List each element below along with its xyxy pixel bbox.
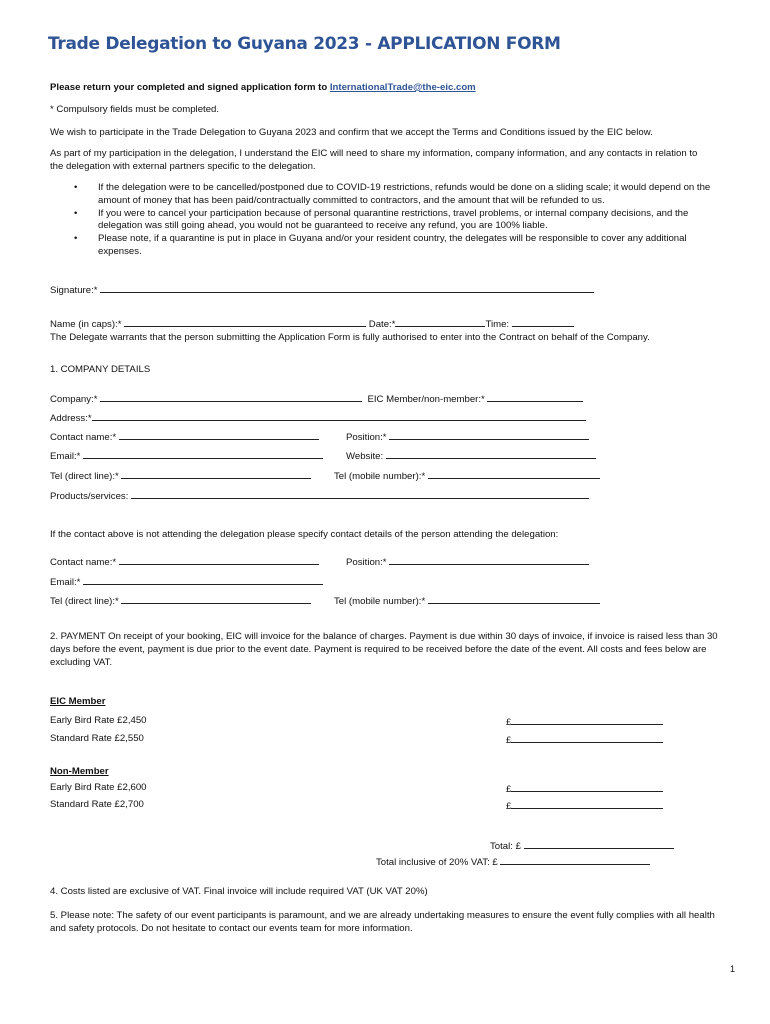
signature-label: Signature:* bbox=[50, 285, 98, 296]
name-caps-field[interactable] bbox=[124, 317, 366, 327]
products-label: Products/services: bbox=[50, 491, 129, 502]
bullet-item bbox=[50, 208, 722, 234]
alt-tel-direct-row bbox=[50, 594, 311, 609]
eic-member-field[interactable] bbox=[487, 392, 583, 402]
position-label: Position:* bbox=[346, 432, 387, 443]
address-field[interactable] bbox=[92, 411, 586, 421]
warrant-text: The Delegate warrants that the person submitting the Application Form is fully authorised to enter into the Contract on behalf of the Company. bbox=[50, 332, 650, 343]
website-field[interactable] bbox=[386, 449, 596, 459]
bullet-text: Please note, if a quarantine is put in place in Guyana and/or your resident country, the delegates will be responsible to cover any additional expenses. bbox=[98, 233, 687, 257]
total-vat-field[interactable] bbox=[500, 855, 650, 865]
position-field[interactable] bbox=[389, 430, 589, 440]
intro-text: We wish to participate in the Trade Delegation to Guyana 2023 and confirm that we accept the Terms and Conditions issued by the EIC below. bbox=[50, 127, 653, 138]
time-label: Time: bbox=[485, 319, 510, 330]
non-early-amount-row bbox=[506, 782, 663, 797]
non-standard-rate: Standard Rate £2,700 bbox=[50, 799, 144, 810]
alt-tel-direct-label: Tel (direct line):* bbox=[50, 596, 119, 607]
products-row bbox=[50, 489, 589, 504]
company-row bbox=[50, 392, 583, 407]
page-number: 1 bbox=[730, 964, 736, 974]
total-vat-row bbox=[376, 855, 650, 870]
contact-row bbox=[50, 430, 319, 445]
alt-tel-mobile-row bbox=[334, 594, 600, 609]
bullet-icon: • bbox=[74, 182, 78, 193]
name-caps-label: Name (in caps):* bbox=[50, 319, 122, 330]
alt-contact-name-field[interactable] bbox=[119, 555, 319, 565]
contact-name-field[interactable] bbox=[119, 430, 319, 440]
compulsory-note: * Compulsory fields must be completed. bbox=[50, 104, 220, 115]
sharing-note: As part of my participation in the delegation, I understand the EIC will need to share my information, company information, and any contacts in relation to the delegation with external partners specific to the delegation. bbox=[50, 148, 698, 172]
bullet-icon: • bbox=[74, 233, 78, 245]
alt-email-label: Email:* bbox=[50, 577, 81, 588]
payment-text: 2. PAYMENT On receipt of your booking, EIC will invoice for the balance of charges. Payment is due within 30 days of invoice, if invoice is raised less than 30 days before the event, payment is due prior to the event date. Payment is required to be received before the date of the event. All costs and fees below are excluding VAT. bbox=[50, 631, 718, 668]
pound-symbol: £ bbox=[506, 735, 512, 746]
total-row bbox=[490, 839, 674, 854]
non-member-heading: Non-Member bbox=[50, 766, 109, 777]
alt-tel-mobile-field[interactable] bbox=[428, 594, 600, 604]
terms-bullet-list bbox=[50, 182, 722, 259]
alt-position-row bbox=[346, 555, 589, 570]
member-standard-amount-field[interactable] bbox=[511, 733, 663, 743]
products-field[interactable] bbox=[131, 489, 589, 499]
tel-direct-label: Tel (direct line):* bbox=[50, 471, 119, 482]
member-standard-amount-row bbox=[506, 733, 663, 748]
alt-email-field[interactable] bbox=[83, 575, 323, 585]
member-early-rate: Early Bird Rate £2,450 bbox=[50, 715, 147, 726]
position-row bbox=[346, 430, 589, 445]
address-row bbox=[50, 411, 586, 426]
tel-direct-field[interactable] bbox=[121, 469, 311, 479]
alt-position-label: Position:* bbox=[346, 557, 387, 568]
total-field[interactable] bbox=[524, 839, 674, 849]
date-label: Date:* bbox=[368, 319, 396, 330]
section-company-details: 1. COMPANY DETAILS bbox=[50, 364, 151, 375]
member-early-amount-field[interactable] bbox=[511, 715, 663, 725]
email-row bbox=[50, 449, 323, 464]
time-field[interactable] bbox=[512, 317, 574, 327]
bullet-item bbox=[50, 182, 722, 208]
signature-field[interactable] bbox=[100, 283, 594, 293]
alt-email-row bbox=[50, 575, 323, 590]
alt-contact-row bbox=[50, 555, 319, 570]
tel-mobile-field[interactable] bbox=[428, 469, 600, 479]
tel-direct-row bbox=[50, 469, 311, 484]
company-label: Company:* bbox=[50, 394, 98, 405]
eic-member-label: EIC Member/non-member:* bbox=[367, 394, 485, 405]
bullet-text: If you were to cancel your participation because of personal quarantine restrictions, travel problems, or internal company decisions, and the delegation was still going ahead, you would not be guaranteed to receive any refund, you are 100% liable. bbox=[98, 207, 689, 232]
note-5: 5. Please note: The safety of our event participants is paramount, and we are already undertaking measures to ensure the event fully complies with all health and safety protocols. Do not hesitate to contact our events team for more information. bbox=[50, 910, 715, 934]
contact-name-label: Contact name:* bbox=[50, 432, 117, 443]
email-field[interactable] bbox=[83, 449, 323, 459]
website-label: Website: bbox=[346, 451, 384, 462]
non-standard-amount-field[interactable] bbox=[511, 799, 663, 809]
pound-symbol: £ bbox=[506, 784, 512, 795]
non-early-rate: Early Bird Rate £2,600 bbox=[50, 782, 147, 793]
return-prefix: Please return your completed and signed application form to bbox=[50, 82, 330, 93]
non-standard-amount-row bbox=[506, 799, 663, 814]
address-label: Address:* bbox=[50, 413, 92, 424]
date-field[interactable] bbox=[395, 317, 485, 327]
total-label: Total: £ bbox=[490, 841, 521, 852]
return-instruction bbox=[50, 82, 476, 95]
signature-row bbox=[50, 283, 594, 298]
name-date-time-row bbox=[50, 317, 574, 332]
bullet-text: If the delegation were to be cancelled/postponed due to COVID-19 restrictions, refunds would be done on a sliding scale; it would depend on the amount of money that has been paid/contractually committed to contractors, and the amount that will be refunded to us. bbox=[98, 182, 711, 206]
total-vat-label: Total inclusive of 20% VAT: £ bbox=[376, 857, 498, 868]
alt-position-field[interactable] bbox=[389, 555, 589, 565]
alt-contact-note: If the contact above is not attending the delegation please specify contact details of the person attending the delegation: bbox=[50, 529, 559, 540]
alt-tel-direct-field[interactable] bbox=[121, 594, 311, 604]
tel-mobile-label: Tel (mobile number):* bbox=[334, 471, 426, 482]
alt-contact-name-label: Contact name:* bbox=[50, 557, 117, 568]
tel-mobile-row bbox=[334, 469, 600, 484]
company-field[interactable] bbox=[100, 392, 362, 402]
pound-symbol: £ bbox=[506, 717, 512, 728]
page-title: Trade Delegation to Guyana 2023 - APPLICATION FORM bbox=[48, 34, 561, 54]
bullet-icon: • bbox=[74, 207, 78, 219]
note-4: 4. Costs listed are exclusive of VAT. Final invoice will include required VAT (UK VAT 20%) bbox=[50, 886, 428, 897]
member-standard-rate: Standard Rate £2,550 bbox=[50, 733, 144, 744]
member-early-amount-row bbox=[506, 715, 663, 730]
pound-symbol: £ bbox=[506, 801, 512, 812]
non-early-amount-field[interactable] bbox=[511, 782, 663, 792]
website-row bbox=[346, 449, 596, 464]
alt-tel-mobile-label: Tel (mobile number):* bbox=[334, 596, 426, 607]
eic-member-heading: EIC Member bbox=[50, 696, 106, 707]
return-email-link[interactable]: InternationalTrade@the-eic.com bbox=[329, 82, 476, 93]
bullet-item bbox=[50, 233, 722, 259]
email-label: Email:* bbox=[50, 451, 81, 462]
